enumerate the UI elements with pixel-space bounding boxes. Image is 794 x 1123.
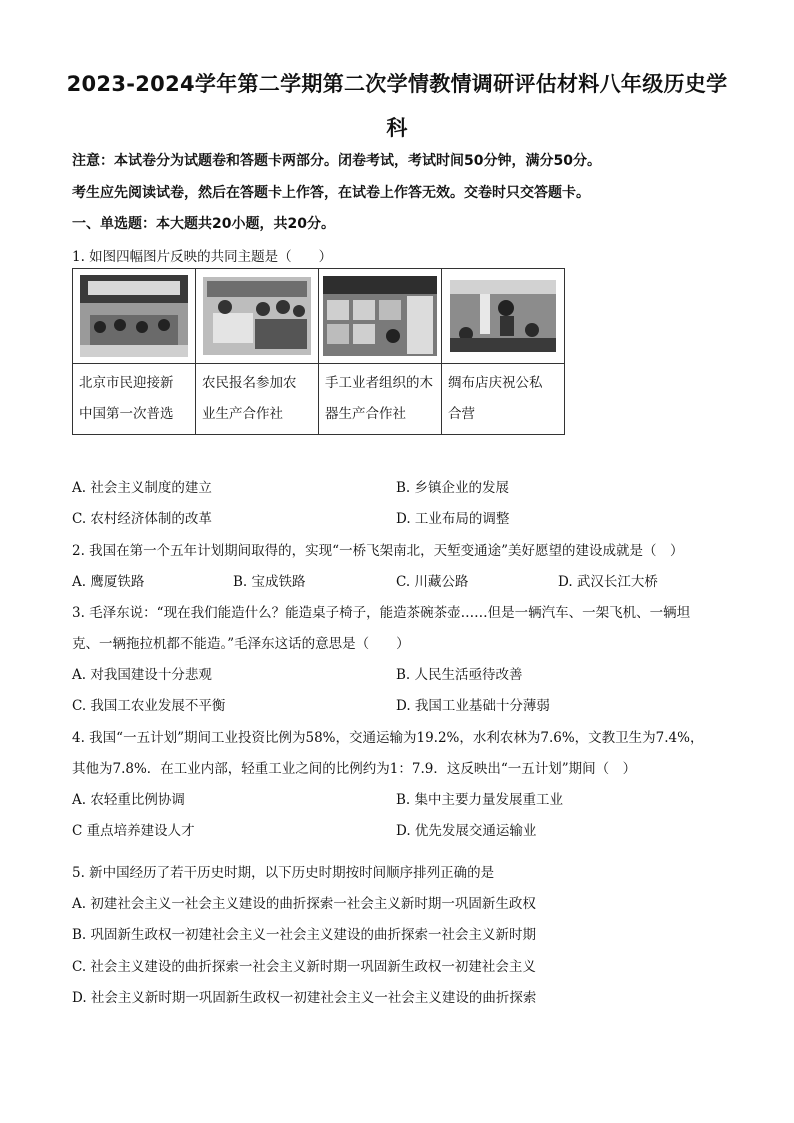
caption-farmers-cooperative: 农民报名参加农 业生产合作社: [196, 364, 319, 435]
photo-cloth-store: [442, 269, 565, 364]
q3-option-a[interactable]: A. 对我国建设十分悲观: [72, 667, 212, 683]
notice-line-1: 注意：本试卷分为试题卷和答题卡两部分。闭卷考试，考试时间50分钟，满分50分。: [72, 153, 601, 169]
q5-option-a[interactable]: A. 初建社会主义一社会主义建设的曲折探索一社会主义新时期一巩固新生政权: [72, 896, 536, 912]
photo-farmers-cooperative: [196, 269, 319, 364]
question-2-stem: 2. 我国在第一个五年计划期间取得的，实现“一桥飞架南北，天堑变通途”美好愿望的建设成就是（ ）: [72, 543, 684, 559]
picture-table: [72, 268, 565, 435]
page-title: [40, 62, 754, 150]
question-3-stem-line-2: 克、一辆拖拉机都不能造。”毛泽东这话的意思是（ ）: [72, 636, 410, 652]
q1-option-c[interactable]: C. 农村经济体制的改革: [72, 511, 212, 527]
title-line-2: 科: [386, 116, 408, 140]
q1-option-b[interactable]: B. 乡镇企业的发展: [396, 480, 510, 496]
q4-option-c[interactable]: C 重点培养建设人才: [72, 823, 195, 839]
question-1-stem: 1. 如图四幅图片反映的共同主题是（ ）: [72, 249, 333, 265]
photo-election: [73, 269, 196, 364]
question-4-stem-line-1: 4. 我国“一五计划”期间工业投资比例为58%，交通运输为19.2%，水利农林为7.6%，文教卫生为7.4%，: [72, 730, 704, 746]
q1-option-d[interactable]: D. 工业布局的调整: [396, 511, 510, 527]
section-heading: 一、单选题：本大题共20小题，共20分。: [72, 216, 335, 232]
q2-option-c[interactable]: C. 川藏公路: [396, 574, 469, 590]
q3-option-d[interactable]: D. 我国工业基础十分薄弱: [396, 698, 550, 714]
q5-option-d[interactable]: D. 社会主义新时期一巩固新生政权一初建社会主义一社会主义建设的曲折探索: [72, 990, 537, 1006]
q2-option-a[interactable]: A. 鹰厦铁路: [72, 574, 145, 590]
q5-option-b[interactable]: B. 巩固新生政权一初建社会主义一社会主义建设的曲折探索一社会主义新时期: [72, 927, 537, 943]
q5-option-c[interactable]: C. 社会主义建设的曲折探索一社会主义新时期一巩固新生政权一初建社会主义: [72, 959, 536, 975]
q3-option-b[interactable]: B. 人民生活亟待改善: [396, 667, 523, 683]
question-4-stem-line-2: 其他为7.8%．在工业内部，轻重工业之间的比例约为1：7.9．这反映出“一五计划”期间（ ）: [72, 761, 637, 777]
notice-line-2: 考生应先阅读试卷，然后在答题卡上作答，在试卷上作答无效。交卷时只交答题卡。: [72, 185, 590, 201]
question-5-stem: 5. 新中国经历了若干历史时期，以下历史时期按时间顺序排列正确的是: [72, 865, 495, 881]
q2-option-d[interactable]: D. 武汉长江大桥: [558, 574, 658, 590]
title-line-1: 2023-2024学年第二学期第二次学情教情调研评估材料八年级历史学: [66, 72, 728, 96]
q3-option-c[interactable]: C. 我国工农业发展不平衡: [72, 698, 226, 714]
q1-option-a[interactable]: A. 社会主义制度的建立: [72, 480, 212, 496]
q2-option-b[interactable]: B. 宝成铁路: [233, 574, 306, 590]
photo-handicraft-cooperative: [319, 269, 442, 364]
q4-option-b[interactable]: B. 集中主要力量发展重工业: [396, 792, 564, 808]
q4-option-a[interactable]: A. 农轻重比例协调: [72, 792, 185, 808]
caption-handicraft-cooperative: 手工业者组织的木 器生产合作社: [319, 364, 442, 435]
question-3-stem-line-1: 3. 毛泽东说：“现在我们能造什么？能造桌子椅子，能造茶碗茶壶……但是一辆汽车、一架飞机、一辆坦: [72, 605, 691, 621]
caption-election: 北京市民迎接新 中国第一次普选: [73, 364, 196, 435]
q4-option-d[interactable]: D. 优先发展交通运输业: [396, 823, 537, 839]
caption-cloth-store: 绸布店庆祝公私 合营: [442, 364, 565, 435]
